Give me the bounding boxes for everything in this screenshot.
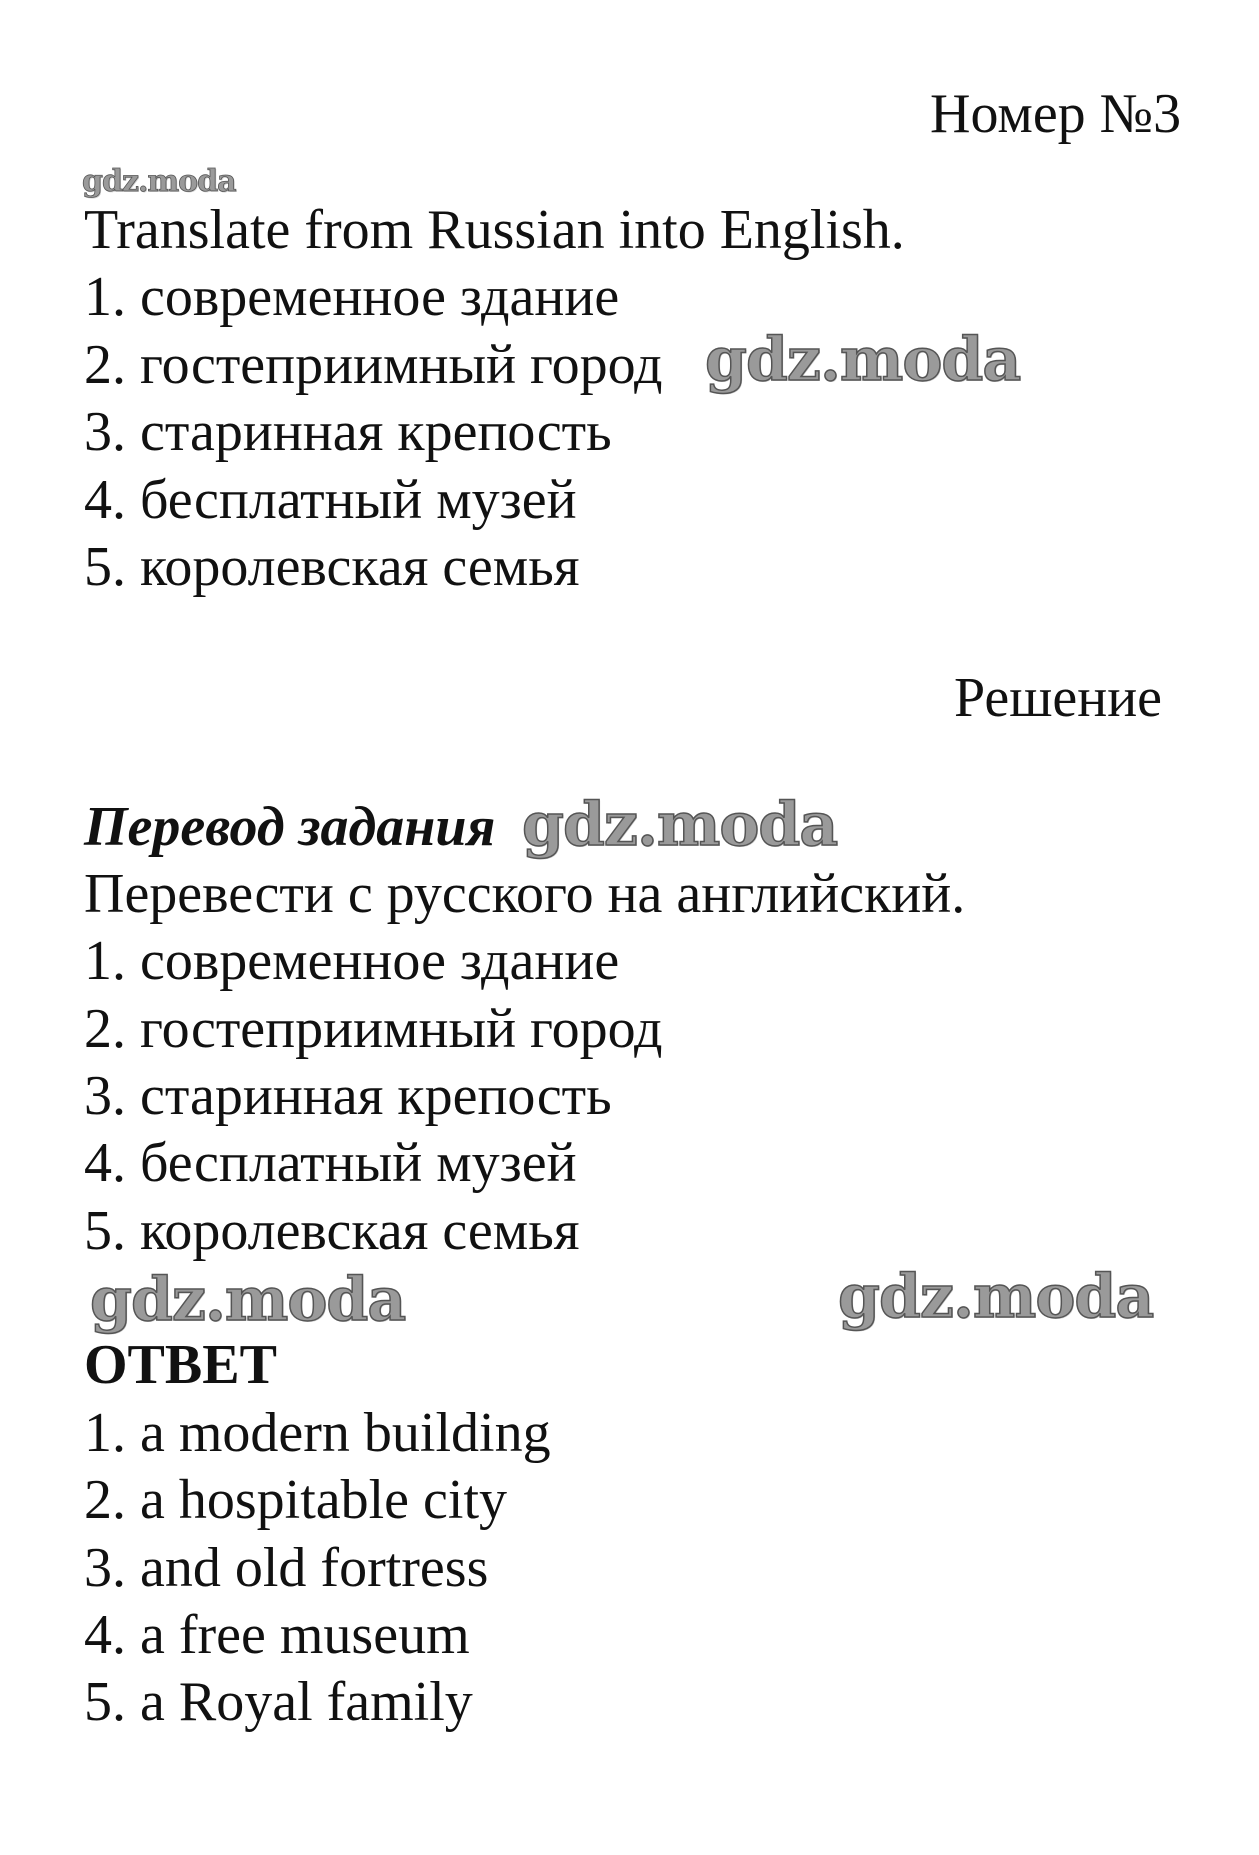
translation-instruction: Перевести с русского на английский. — [84, 863, 966, 925]
answer-item: 1. a modern building — [84, 1402, 551, 1464]
task-item: 3. старинная крепость — [84, 401, 612, 463]
answer-item: 5. a Royal family — [84, 1671, 473, 1733]
solution-heading: Решение — [954, 667, 1163, 729]
watermark-logo: gdz.moda — [705, 325, 1021, 395]
task-item: 4. бесплатный музей — [84, 469, 577, 531]
task-instruction: Translate from Russian into English. — [84, 199, 905, 261]
translation-item: 1. современное здание — [84, 930, 620, 992]
answer-heading: ОТВЕТ — [84, 1334, 277, 1396]
watermark-logo: gdz.moda — [82, 164, 236, 199]
answer-item: 4. a free museum — [84, 1604, 470, 1666]
task-number: Номер №3 — [930, 83, 1182, 145]
task-item: 2. гостеприимный город — [84, 334, 663, 396]
answer-item: 2. a hospitable city — [84, 1469, 508, 1531]
watermark-logo: gdz.moda — [522, 790, 838, 860]
translation-item: 3. старинная крепость — [84, 1065, 612, 1127]
watermark-logo: gdz.moda — [838, 1262, 1154, 1332]
translation-heading: Перевод задания — [84, 796, 496, 858]
answer-item: 3. and old fortress — [84, 1537, 489, 1599]
task-item: 1. современное здание — [84, 266, 620, 328]
task-item: 5. королевская семья — [84, 536, 580, 598]
translation-item: 2. гостеприимный город — [84, 998, 663, 1060]
translation-item: 4. бесплатный музей — [84, 1132, 577, 1194]
translation-item: 5. королевская семья — [84, 1200, 580, 1262]
watermark-logo: gdz.moda — [90, 1265, 406, 1335]
